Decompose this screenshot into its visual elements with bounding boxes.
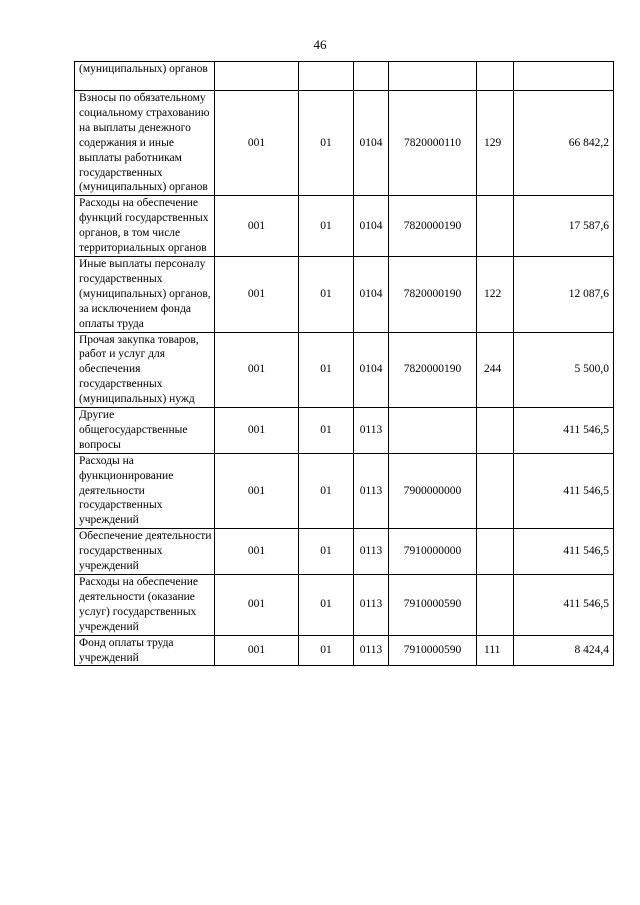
table-row — [75, 62, 614, 91]
section-code-cell: 01 — [299, 635, 354, 666]
sum-cell: 5 500,0 — [514, 332, 614, 408]
expense-type-cell: 111 — [477, 635, 514, 666]
subsection-code-cell: 0104 — [354, 256, 389, 332]
row-name-cell: Расходы на обеспечение функций государственных органов, в том числе территориальных органов — [75, 196, 215, 257]
target-code-cell: 7820000190 — [389, 196, 477, 257]
expense-type-cell: 244 — [477, 332, 514, 408]
admin-code-cell: 001 — [215, 196, 299, 257]
subsection-code-cell: 0113 — [354, 453, 389, 529]
sum-cell: 66 842,2 — [514, 91, 614, 196]
table-row — [75, 91, 614, 196]
row-name-cell: Взносы по обязательному социальному страхованию на выплаты денежного содержания и иные выплаты работникам государственных (муниципальных) органов — [75, 91, 215, 196]
target-code-cell: 7910000590 — [389, 575, 477, 636]
row-name-cell: Расходы на функционирование деятельности государственных учреждений — [75, 453, 215, 529]
page-number: 46 — [313, 37, 327, 52]
admin-code-cell: 001 — [215, 529, 299, 575]
target-code-cell: 7820000110 — [389, 91, 477, 196]
subsection-code-cell: 0104 — [354, 196, 389, 257]
expense-type-cell — [477, 196, 514, 257]
target-code-cell: 7820000190 — [389, 256, 477, 332]
section-code-cell — [299, 62, 354, 91]
subsection-code-cell — [354, 62, 389, 91]
expense-type-cell — [477, 408, 514, 454]
admin-code-cell: 001 — [215, 408, 299, 454]
budget-table — [74, 61, 614, 666]
section-code-cell: 01 — [299, 575, 354, 636]
subsection-code-cell: 0113 — [354, 575, 389, 636]
expense-type-cell: 122 — [477, 256, 514, 332]
section-code-cell: 01 — [299, 256, 354, 332]
table-row — [75, 529, 614, 575]
subsection-code-cell: 0104 — [354, 332, 389, 408]
row-name-cell: Фонд оплаты труда учреждений — [75, 635, 215, 666]
section-code-cell: 01 — [299, 332, 354, 408]
row-name-cell: Другие общегосударственные вопросы — [75, 408, 215, 454]
target-code-cell — [389, 62, 477, 91]
target-code-cell: 7910000590 — [389, 635, 477, 666]
expense-type-cell — [477, 453, 514, 529]
admin-code-cell: 001 — [215, 635, 299, 666]
subsection-code-cell: 0113 — [354, 408, 389, 454]
section-code-cell: 01 — [299, 529, 354, 575]
expense-type-cell — [477, 529, 514, 575]
row-name-cell: Иные выплаты персоналу государственных (муниципальных) органов, за исключением фонда оплаты труда — [75, 256, 215, 332]
sum-cell: 12 087,6 — [514, 256, 614, 332]
sum-cell — [514, 62, 614, 91]
admin-code-cell: 001 — [215, 91, 299, 196]
admin-code-cell: 001 — [215, 256, 299, 332]
sum-cell: 411 546,5 — [514, 529, 614, 575]
table-row — [75, 575, 614, 636]
section-code-cell: 01 — [299, 91, 354, 196]
row-name-cell: Расходы на обеспечение деятельности (оказание услуг) государственных учреждений — [75, 575, 215, 636]
target-code-cell: 7910000000 — [389, 529, 477, 575]
admin-code-cell: 001 — [215, 575, 299, 636]
table-row — [75, 196, 614, 257]
sum-cell: 411 546,5 — [514, 453, 614, 529]
table-row — [75, 332, 614, 408]
target-code-cell: 7820000190 — [389, 332, 477, 408]
admin-code-cell — [215, 62, 299, 91]
sum-cell: 411 546,5 — [514, 575, 614, 636]
section-code-cell: 01 — [299, 408, 354, 454]
table-row — [75, 256, 614, 332]
subsection-code-cell: 0113 — [354, 529, 389, 575]
target-code-cell: 7900000000 — [389, 453, 477, 529]
table-row — [75, 453, 614, 529]
row-name-cell: (муниципальных) органов — [75, 62, 215, 91]
subsection-code-cell: 0104 — [354, 91, 389, 196]
row-name-cell: Прочая закупка товаров, работ и услуг для обеспечения государственных (муниципальных) нужд — [75, 332, 215, 408]
expense-type-cell — [477, 62, 514, 91]
table-row — [75, 635, 614, 666]
sum-cell: 411 546,5 — [514, 408, 614, 454]
admin-code-cell: 001 — [215, 332, 299, 408]
sum-cell: 8 424,4 — [514, 635, 614, 666]
section-code-cell: 01 — [299, 196, 354, 257]
sum-cell: 17 587,6 — [514, 196, 614, 257]
subsection-code-cell: 0113 — [354, 635, 389, 666]
section-code-cell: 01 — [299, 453, 354, 529]
expense-type-cell: 129 — [477, 91, 514, 196]
table-row — [75, 408, 614, 454]
target-code-cell — [389, 408, 477, 454]
admin-code-cell: 001 — [215, 453, 299, 529]
row-name-cell: Обеспечение деятельности государственных учреждений — [75, 529, 215, 575]
expense-type-cell — [477, 575, 514, 636]
